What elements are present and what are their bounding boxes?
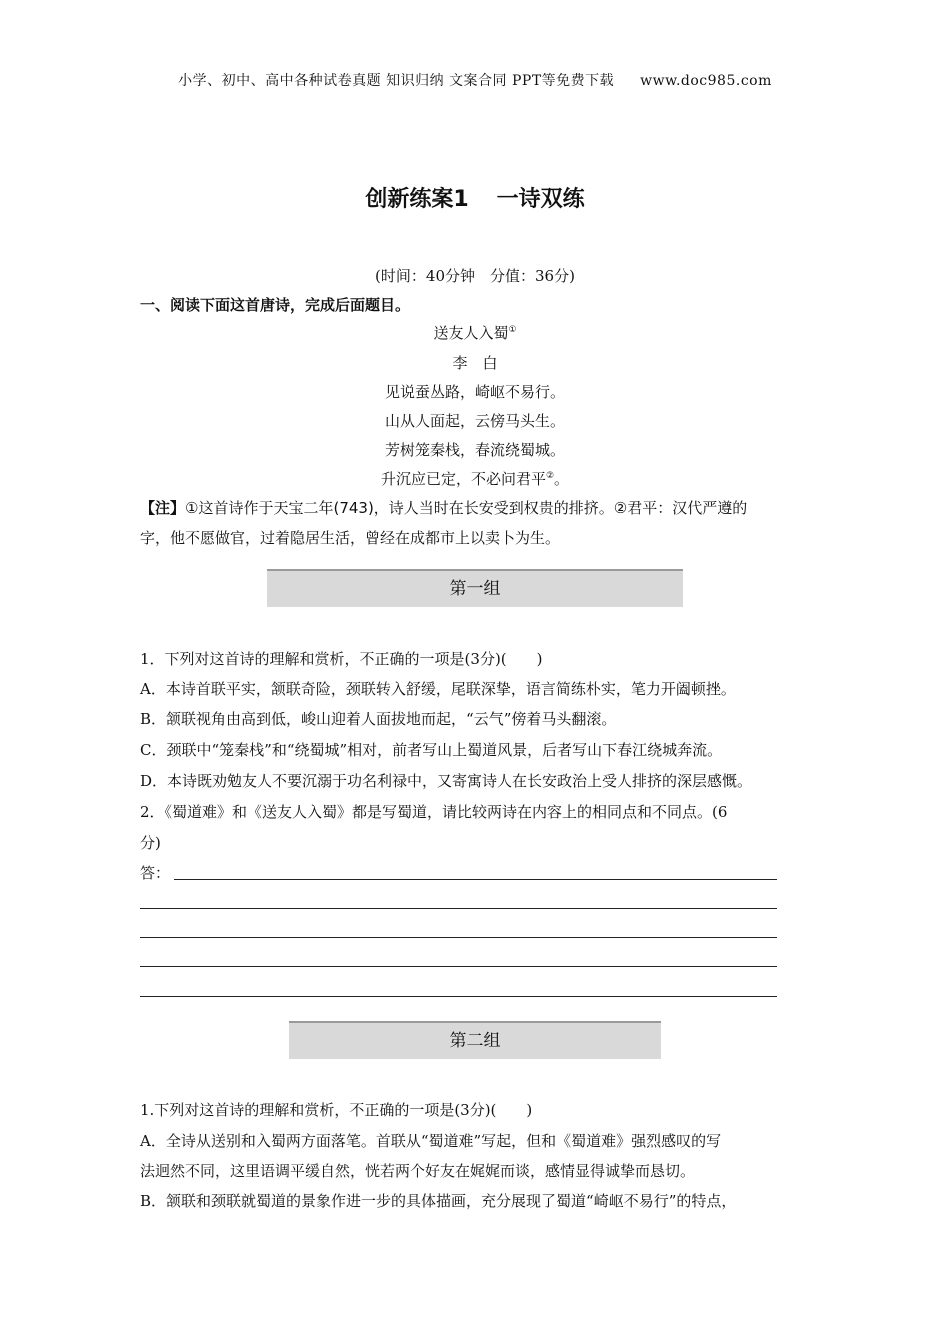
title-sub: 一诗双练 [496, 187, 585, 212]
poem-line: 芳树笼秦栈，春流绕蜀城。 [384, 441, 565, 459]
poem-last-end: 。 [554, 470, 570, 488]
group2-option-a-line2: 法迥然不同，这里语调平缓自然，恍若两个好友在娓娓而谈，感情显得诚挚而恳切。 [140, 1162, 696, 1180]
poem-title-note: ① [508, 325, 517, 335]
poem-last-note: ② [545, 471, 555, 481]
group1-q2-line2: 分) [140, 834, 161, 852]
poem-title-text: 送友人入蜀 [433, 324, 509, 342]
answer-line[interactable] [140, 908, 777, 909]
group1-q2-line1: 2．《蜀道难》和《送友人入蜀》都是写蜀道，请比较两诗在内容上的相同点和不同点。(6 [140, 803, 728, 821]
page-title [0, 182, 950, 213]
group1-option-a: A．本诗首联平实，颔联奇险，颈联转入舒缓，尾联深挚，语言简练朴实，笔力开阖顿挫。 [140, 680, 736, 698]
answer-line[interactable] [140, 996, 777, 997]
poem-line [0, 468, 950, 489]
poem-last-text: 升沉应已定，不必问君平 [380, 470, 546, 488]
group1-option-d: D．本诗既劝勉友人不要沉溺于功名利禄中，又寄寓诗人在长安政治上受人排挤的深层感慨。 [140, 772, 753, 790]
header-site[interactable]: www.doc985.com [640, 73, 772, 89]
answer-line[interactable] [140, 966, 777, 967]
answer-line[interactable] [140, 937, 777, 938]
poem-author: 李 白 [452, 354, 498, 372]
group2-option-b-line1: B．颔联和颈联就蜀道的景象作进一步的具体描画，充分展现了蜀道“崎岖不易行”的特点， [140, 1192, 737, 1210]
header-text: 小学、初中、高中各种试卷真题 知识归纳 文案合同 PPT等免费下载 [178, 73, 615, 89]
group-2-banner: 第二组 [289, 1021, 661, 1059]
group1-option-c: C．颈联中“笼秦栈”和“绕蜀城”相对，前者写山上蜀道风景，后者写山下春江绕城奔流。 [140, 741, 723, 759]
poem-line: 见说蚕丛路，崎岖不易行。 [384, 383, 565, 401]
page-header [0, 70, 950, 90]
group-1-banner: 第一组 [267, 569, 683, 607]
poem-title [0, 322, 950, 343]
note-text-1: ①这首诗作于天宝二年(743)，诗人当时在长安受到权贵的排挤。②君平：汉代严遵的 [185, 499, 748, 517]
answer-line[interactable] [174, 879, 777, 880]
section-heading: 一、阅读下面这首唐诗，完成后面题目。 [140, 296, 411, 314]
note-line-1 [140, 497, 747, 518]
group2-q1: 1.下列对这首诗的理解和赏析，不正确的一项是(3分)( ) [140, 1101, 533, 1119]
group1-option-b: B．颔联视角由高到低，峻山迎着人面拔地而起，“云气”傍着马头翻滚。 [140, 710, 617, 728]
note-label: 【注】 [140, 499, 186, 517]
note-line-2: 字，他不愿做官，过着隐居生活，曾经在成都市上以卖卜为生。 [140, 529, 561, 547]
poem-line: 山从人面起，云傍马头生。 [384, 412, 565, 430]
group2-option-a-line1: A．全诗从送别和入蜀两方面落笔。首联从“蜀道难”写起，但和《蜀道难》强烈感叹的写 [140, 1132, 722, 1150]
answer-label: 答： [140, 864, 171, 882]
title-main: 创新练案1 [365, 187, 469, 212]
group1-q1: 1．下列对这首诗的理解和赏析，不正确的一项是(3分)( ) [140, 650, 543, 668]
time-score-meta: (时间：40分钟 分值：36分) [375, 267, 575, 285]
